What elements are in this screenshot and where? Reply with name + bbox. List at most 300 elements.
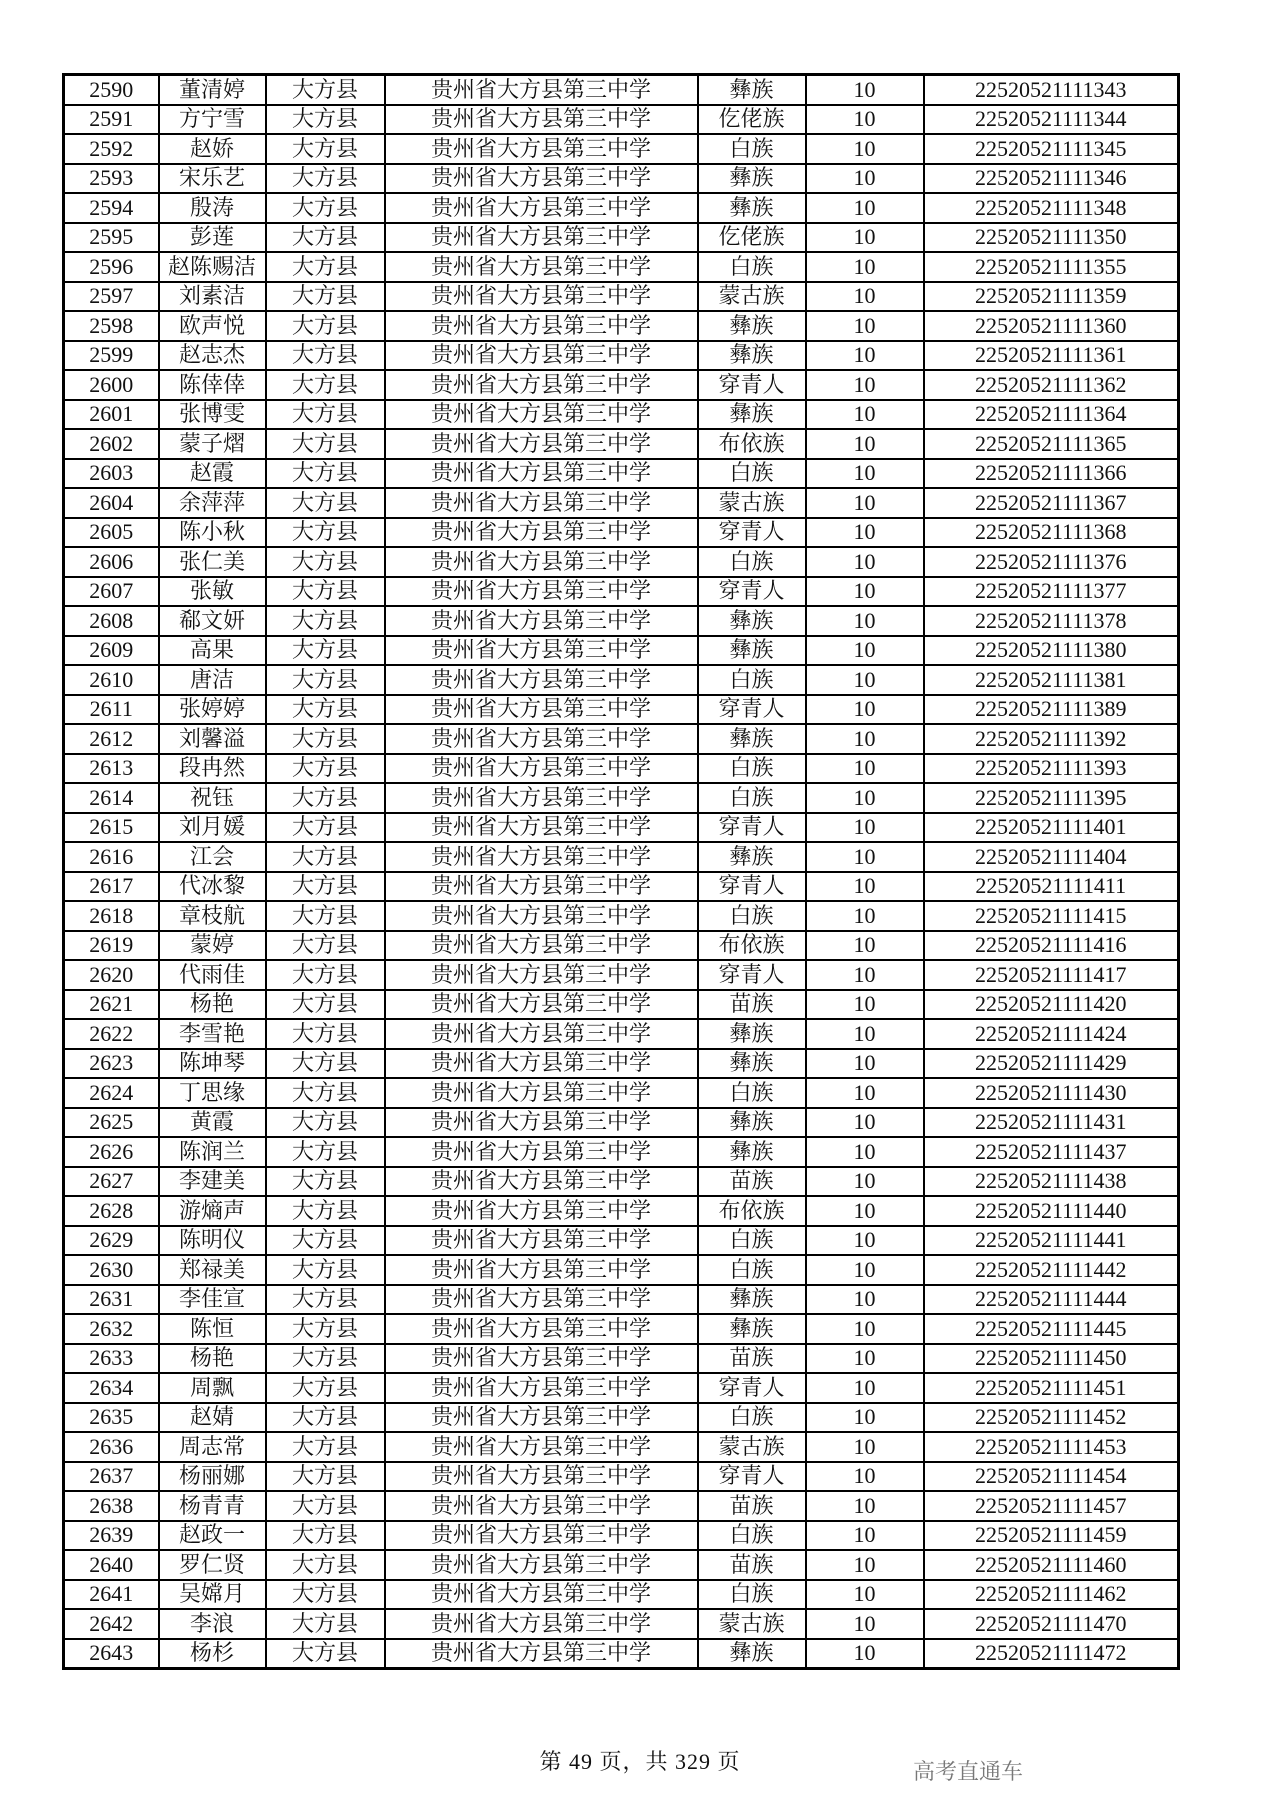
score-cell: 10 <box>806 990 924 1020</box>
table-row <box>64 400 1179 430</box>
student-name-cell: 唐洁 <box>159 665 266 695</box>
exam-id-cell: 22520521111360 <box>924 311 1179 341</box>
exam-id-cell: 22520521111457 <box>924 1491 1179 1521</box>
county-cell: 大方县 <box>266 1550 385 1580</box>
student-name-cell: 江会 <box>159 842 266 872</box>
exam-id-cell: 22520521111359 <box>924 282 1179 312</box>
score-cell: 10 <box>806 400 924 430</box>
table-row <box>64 754 1179 784</box>
county-cell: 大方县 <box>266 282 385 312</box>
exam-id-cell: 22520521111424 <box>924 1019 1179 1049</box>
table-row <box>64 518 1179 548</box>
ethnicity-cell: 彝族 <box>698 1314 806 1344</box>
student-name-cell: 董清婷 <box>159 75 266 105</box>
row-number-cell: 2609 <box>64 636 159 666</box>
student-name-cell: 赵志杰 <box>159 341 266 371</box>
exam-id-cell: 22520521111460 <box>924 1550 1179 1580</box>
student-name-cell: 方宁雪 <box>159 105 266 135</box>
ethnicity-cell: 白族 <box>698 665 806 695</box>
ethnicity-cell: 彝族 <box>698 1639 806 1669</box>
school-cell: 贵州省大方县第三中学 <box>385 1049 698 1079</box>
ethnicity-cell: 白族 <box>698 901 806 931</box>
row-number-cell: 2620 <box>64 960 159 990</box>
table-row <box>64 547 1179 577</box>
ethnicity-cell: 白族 <box>698 1255 806 1285</box>
row-number-cell: 2608 <box>64 606 159 636</box>
exam-id-cell: 22520521111470 <box>924 1609 1179 1639</box>
score-cell: 10 <box>806 842 924 872</box>
county-cell: 大方县 <box>266 901 385 931</box>
score-cell: 10 <box>806 1491 924 1521</box>
table-row <box>64 1639 1179 1669</box>
school-cell: 贵州省大方县第三中学 <box>385 724 698 754</box>
row-number-cell: 2635 <box>64 1403 159 1433</box>
row-number-cell: 2605 <box>64 518 159 548</box>
student-name-cell: 欧声悦 <box>159 311 266 341</box>
table-row <box>64 1314 1179 1344</box>
table-row <box>64 1550 1179 1580</box>
table-row <box>64 1491 1179 1521</box>
row-number-cell: 2627 <box>64 1167 159 1197</box>
student-name-cell: 黄霞 <box>159 1108 266 1138</box>
student-name-cell: 彭莲 <box>159 223 266 253</box>
score-cell: 10 <box>806 695 924 725</box>
county-cell: 大方县 <box>266 1167 385 1197</box>
county-cell: 大方县 <box>266 1521 385 1551</box>
ethnicity-cell: 布依族 <box>698 429 806 459</box>
row-number-cell: 2607 <box>64 577 159 607</box>
exam-id-cell: 22520521111361 <box>924 341 1179 371</box>
exam-id-cell: 22520521111366 <box>924 459 1179 489</box>
county-cell: 大方县 <box>266 1226 385 1256</box>
row-number-cell: 2639 <box>64 1521 159 1551</box>
ethnicity-cell: 白族 <box>698 1226 806 1256</box>
exam-id-cell: 22520521111348 <box>924 193 1179 223</box>
table-row <box>64 1049 1179 1079</box>
exam-id-cell: 22520521111378 <box>924 606 1179 636</box>
score-cell: 10 <box>806 1462 924 1492</box>
table-row <box>64 1108 1179 1138</box>
table-row <box>64 813 1179 843</box>
score-cell: 10 <box>806 783 924 813</box>
ethnicity-cell: 白族 <box>698 134 806 164</box>
exam-id-cell: 22520521111437 <box>924 1137 1179 1167</box>
table-row <box>64 636 1179 666</box>
score-cell: 10 <box>806 134 924 164</box>
ethnicity-cell: 穿青人 <box>698 872 806 902</box>
student-name-cell: 刘月媛 <box>159 813 266 843</box>
score-cell: 10 <box>806 1639 924 1669</box>
county-cell: 大方县 <box>266 1609 385 1639</box>
county-cell: 大方县 <box>266 990 385 1020</box>
ethnicity-cell: 苗族 <box>698 1167 806 1197</box>
student-name-cell: 蒙婷 <box>159 931 266 961</box>
exam-id-cell: 22520521111343 <box>924 75 1179 105</box>
exam-id-cell: 22520521111389 <box>924 695 1179 725</box>
student-name-cell: 吴嫦月 <box>159 1580 266 1610</box>
exam-id-cell: 22520521111472 <box>924 1639 1179 1669</box>
school-cell: 贵州省大方县第三中学 <box>385 1196 698 1226</box>
exam-id-cell: 22520521111380 <box>924 636 1179 666</box>
school-cell: 贵州省大方县第三中学 <box>385 341 698 371</box>
table-row <box>64 1521 1179 1551</box>
score-cell: 10 <box>806 606 924 636</box>
table-row <box>64 459 1179 489</box>
student-name-cell: 章枝航 <box>159 901 266 931</box>
county-cell: 大方县 <box>266 547 385 577</box>
student-name-cell: 刘馨溢 <box>159 724 266 754</box>
school-cell: 贵州省大方县第三中学 <box>385 1403 698 1433</box>
row-number-cell: 2624 <box>64 1078 159 1108</box>
score-cell: 10 <box>806 1137 924 1167</box>
student-name-cell: 周志常 <box>159 1432 266 1462</box>
school-cell: 贵州省大方县第三中学 <box>385 1314 698 1344</box>
school-cell: 贵州省大方县第三中学 <box>385 813 698 843</box>
row-number-cell: 2606 <box>64 547 159 577</box>
student-name-cell: 赵霞 <box>159 459 266 489</box>
county-cell: 大方县 <box>266 1373 385 1403</box>
student-name-cell: 郑禄美 <box>159 1255 266 1285</box>
row-number-cell: 2591 <box>64 105 159 135</box>
school-cell: 贵州省大方县第三中学 <box>385 429 698 459</box>
school-cell: 贵州省大方县第三中学 <box>385 1491 698 1521</box>
student-name-cell: 陈小秋 <box>159 518 266 548</box>
ethnicity-cell: 苗族 <box>698 1491 806 1521</box>
exam-id-cell: 22520521111453 <box>924 1432 1179 1462</box>
ethnicity-cell: 布依族 <box>698 1196 806 1226</box>
ethnicity-cell: 彝族 <box>698 1137 806 1167</box>
student-name-cell: 李佳宣 <box>159 1285 266 1315</box>
school-cell: 贵州省大方县第三中学 <box>385 606 698 636</box>
county-cell: 大方县 <box>266 1019 385 1049</box>
ethnicity-cell: 彝族 <box>698 400 806 430</box>
county-cell: 大方县 <box>266 223 385 253</box>
county-cell: 大方县 <box>266 164 385 194</box>
school-cell: 贵州省大方县第三中学 <box>385 223 698 253</box>
table-row <box>64 282 1179 312</box>
student-name-cell: 杨艳 <box>159 1344 266 1374</box>
score-cell: 10 <box>806 813 924 843</box>
student-name-cell: 陈恒 <box>159 1314 266 1344</box>
score-cell: 10 <box>806 1580 924 1610</box>
ethnicity-cell: 白族 <box>698 1521 806 1551</box>
table-row <box>64 960 1179 990</box>
county-cell: 大方县 <box>266 842 385 872</box>
exam-id-cell: 22520521111459 <box>924 1521 1179 1551</box>
score-cell: 10 <box>806 311 924 341</box>
county-cell: 大方县 <box>266 459 385 489</box>
county-cell: 大方县 <box>266 1403 385 1433</box>
school-cell: 贵州省大方县第三中学 <box>385 901 698 931</box>
ethnicity-cell: 白族 <box>698 754 806 784</box>
row-number-cell: 2593 <box>64 164 159 194</box>
table-row <box>64 1196 1179 1226</box>
school-cell: 贵州省大方县第三中学 <box>385 636 698 666</box>
score-cell: 10 <box>806 577 924 607</box>
row-number-cell: 2604 <box>64 488 159 518</box>
ethnicity-cell: 彝族 <box>698 341 806 371</box>
score-cell: 10 <box>806 1314 924 1344</box>
student-name-cell: 高果 <box>159 636 266 666</box>
row-number-cell: 2638 <box>64 1491 159 1521</box>
student-name-cell: 杨杉 <box>159 1639 266 1669</box>
score-cell: 10 <box>806 164 924 194</box>
student-name-cell: 陈倖倖 <box>159 370 266 400</box>
student-name-cell: 丁思缘 <box>159 1078 266 1108</box>
row-number-cell: 2618 <box>64 901 159 931</box>
score-cell: 10 <box>806 193 924 223</box>
score-cell: 10 <box>806 872 924 902</box>
row-number-cell: 2641 <box>64 1580 159 1610</box>
ethnicity-cell: 白族 <box>698 1403 806 1433</box>
row-number-cell: 2613 <box>64 754 159 784</box>
student-name-cell: 张仁美 <box>159 547 266 577</box>
ethnicity-cell: 彝族 <box>698 1285 806 1315</box>
row-number-cell: 2614 <box>64 783 159 813</box>
score-cell: 10 <box>806 1432 924 1462</box>
ethnicity-cell: 穿青人 <box>698 518 806 548</box>
school-cell: 贵州省大方县第三中学 <box>385 518 698 548</box>
ethnicity-cell: 穿青人 <box>698 813 806 843</box>
ethnicity-cell: 穿青人 <box>698 960 806 990</box>
row-number-cell: 2643 <box>64 1639 159 1669</box>
exam-id-cell: 22520521111381 <box>924 665 1179 695</box>
student-name-cell: 陈明仪 <box>159 1226 266 1256</box>
row-number-cell: 2636 <box>64 1432 159 1462</box>
school-cell: 贵州省大方县第三中学 <box>385 1108 698 1138</box>
school-cell: 贵州省大方县第三中学 <box>385 459 698 489</box>
student-name-cell: 刘素洁 <box>159 282 266 312</box>
school-cell: 贵州省大方县第三中学 <box>385 193 698 223</box>
exam-id-cell: 22520521111415 <box>924 901 1179 931</box>
county-cell: 大方县 <box>266 1137 385 1167</box>
student-name-cell: 蒙子熠 <box>159 429 266 459</box>
county-cell: 大方县 <box>266 606 385 636</box>
score-cell: 10 <box>806 341 924 371</box>
county-cell: 大方县 <box>266 1314 385 1344</box>
county-cell: 大方县 <box>266 724 385 754</box>
row-number-cell: 2622 <box>64 1019 159 1049</box>
exam-id-cell: 22520521111395 <box>924 783 1179 813</box>
row-number-cell: 2599 <box>64 341 159 371</box>
exam-id-cell: 22520521111392 <box>924 724 1179 754</box>
county-cell: 大方县 <box>266 783 385 813</box>
score-cell: 10 <box>806 1108 924 1138</box>
score-cell: 10 <box>806 1373 924 1403</box>
student-name-cell: 赵陈赐洁 <box>159 252 266 282</box>
score-cell: 10 <box>806 518 924 548</box>
student-name-cell: 李雪艳 <box>159 1019 266 1049</box>
county-cell: 大方县 <box>266 252 385 282</box>
score-cell: 10 <box>806 223 924 253</box>
ethnicity-cell: 蒙古族 <box>698 1432 806 1462</box>
exam-id-cell: 22520521111376 <box>924 547 1179 577</box>
score-cell: 10 <box>806 459 924 489</box>
ethnicity-cell: 穿青人 <box>698 695 806 725</box>
row-number-cell: 2633 <box>64 1344 159 1374</box>
row-number-cell: 2600 <box>64 370 159 400</box>
ethnicity-cell: 穿青人 <box>698 1462 806 1492</box>
ethnicity-cell: 白族 <box>698 783 806 813</box>
school-cell: 贵州省大方县第三中学 <box>385 990 698 1020</box>
county-cell: 大方县 <box>266 1255 385 1285</box>
score-cell: 10 <box>806 1019 924 1049</box>
exam-id-cell: 22520521111438 <box>924 1167 1179 1197</box>
score-cell: 10 <box>806 1049 924 1079</box>
student-name-cell: 祝钰 <box>159 783 266 813</box>
student-name-cell: 赵娇 <box>159 134 266 164</box>
school-cell: 贵州省大方县第三中学 <box>385 1078 698 1108</box>
county-cell: 大方县 <box>266 577 385 607</box>
score-cell: 10 <box>806 75 924 105</box>
row-number-cell: 2598 <box>64 311 159 341</box>
school-cell: 贵州省大方县第三中学 <box>385 1432 698 1462</box>
table-row <box>64 872 1179 902</box>
score-cell: 10 <box>806 282 924 312</box>
exam-id-cell: 22520521111445 <box>924 1314 1179 1344</box>
table-row <box>64 1167 1179 1197</box>
county-cell: 大方县 <box>266 813 385 843</box>
county-cell: 大方县 <box>266 1344 385 1374</box>
ethnicity-cell: 彝族 <box>698 1019 806 1049</box>
student-name-cell: 陈坤琴 <box>159 1049 266 1079</box>
school-cell: 贵州省大方县第三中学 <box>385 1521 698 1551</box>
exam-id-cell: 22520521111368 <box>924 518 1179 548</box>
school-cell: 贵州省大方县第三中学 <box>385 1226 698 1256</box>
school-cell: 贵州省大方县第三中学 <box>385 252 698 282</box>
table-row <box>64 1255 1179 1285</box>
school-cell: 贵州省大方县第三中学 <box>385 754 698 784</box>
ethnicity-cell: 苗族 <box>698 1344 806 1374</box>
score-cell: 10 <box>806 429 924 459</box>
row-number-cell: 2603 <box>64 459 159 489</box>
exam-id-cell: 22520521111430 <box>924 1078 1179 1108</box>
school-cell: 贵州省大方县第三中学 <box>385 960 698 990</box>
county-cell: 大方县 <box>266 488 385 518</box>
row-number-cell: 2642 <box>64 1609 159 1639</box>
school-cell: 贵州省大方县第三中学 <box>385 1167 698 1197</box>
score-cell: 10 <box>806 1521 924 1551</box>
exam-id-cell: 22520521111420 <box>924 990 1179 1020</box>
student-name-cell: 宋乐艺 <box>159 164 266 194</box>
row-number-cell: 2629 <box>64 1226 159 1256</box>
school-cell: 贵州省大方县第三中学 <box>385 282 698 312</box>
county-cell: 大方县 <box>266 193 385 223</box>
ethnicity-cell: 彝族 <box>698 724 806 754</box>
score-cell: 10 <box>806 370 924 400</box>
table-row <box>64 134 1179 164</box>
school-cell: 贵州省大方县第三中学 <box>385 134 698 164</box>
school-cell: 贵州省大方县第三中学 <box>385 1255 698 1285</box>
ethnicity-cell: 仡佬族 <box>698 105 806 135</box>
county-cell: 大方县 <box>266 1285 385 1315</box>
county-cell: 大方县 <box>266 695 385 725</box>
exam-id-cell: 22520521111344 <box>924 105 1179 135</box>
exam-id-cell: 22520521111442 <box>924 1255 1179 1285</box>
row-number-cell: 2637 <box>64 1462 159 1492</box>
ethnicity-cell: 彝族 <box>698 1049 806 1079</box>
exam-id-cell: 22520521111451 <box>924 1373 1179 1403</box>
ethnicity-cell: 白族 <box>698 1580 806 1610</box>
row-number-cell: 2612 <box>64 724 159 754</box>
row-number-cell: 2594 <box>64 193 159 223</box>
row-number-cell: 2617 <box>64 872 159 902</box>
score-cell: 10 <box>806 931 924 961</box>
score-cell: 10 <box>806 1167 924 1197</box>
school-cell: 贵州省大方县第三中学 <box>385 577 698 607</box>
ethnicity-cell: 穿青人 <box>698 577 806 607</box>
table-row <box>64 1609 1179 1639</box>
exam-id-cell: 22520521111441 <box>924 1226 1179 1256</box>
school-cell: 贵州省大方县第三中学 <box>385 783 698 813</box>
school-cell: 贵州省大方县第三中学 <box>385 400 698 430</box>
ethnicity-cell: 彝族 <box>698 311 806 341</box>
ethnicity-cell: 彝族 <box>698 193 806 223</box>
student-name-cell: 段冉然 <box>159 754 266 784</box>
score-cell: 10 <box>806 901 924 931</box>
ethnicity-cell: 彝族 <box>698 606 806 636</box>
student-name-cell: 杨艳 <box>159 990 266 1020</box>
school-cell: 贵州省大方县第三中学 <box>385 1639 698 1669</box>
exam-id-cell: 22520521111367 <box>924 488 1179 518</box>
table-row <box>64 488 1179 518</box>
table-row <box>64 311 1179 341</box>
row-number-cell: 2595 <box>64 223 159 253</box>
table-row <box>64 990 1179 1020</box>
score-cell: 10 <box>806 754 924 784</box>
exam-id-cell: 22520521111411 <box>924 872 1179 902</box>
score-cell: 10 <box>806 1078 924 1108</box>
ethnicity-cell: 穿青人 <box>698 370 806 400</box>
row-number-cell: 2611 <box>64 695 159 725</box>
exam-id-cell: 22520521111462 <box>924 1580 1179 1610</box>
row-number-cell: 2602 <box>64 429 159 459</box>
school-cell: 贵州省大方县第三中学 <box>385 488 698 518</box>
student-name-cell: 张敏 <box>159 577 266 607</box>
table-row <box>64 1226 1179 1256</box>
county-cell: 大方县 <box>266 75 385 105</box>
student-name-cell: 赵婧 <box>159 1403 266 1433</box>
score-cell: 10 <box>806 488 924 518</box>
table-row <box>64 429 1179 459</box>
ethnicity-cell: 白族 <box>698 1078 806 1108</box>
table-row <box>64 1580 1179 1610</box>
table-row <box>64 1078 1179 1108</box>
exam-id-cell: 22520521111346 <box>924 164 1179 194</box>
ethnicity-cell: 苗族 <box>698 1550 806 1580</box>
exam-id-cell: 22520521111377 <box>924 577 1179 607</box>
school-cell: 贵州省大方县第三中学 <box>385 1373 698 1403</box>
county-cell: 大方县 <box>266 872 385 902</box>
county-cell: 大方县 <box>266 1580 385 1610</box>
row-number-cell: 2621 <box>64 990 159 1020</box>
exam-id-cell: 22520521111440 <box>924 1196 1179 1226</box>
page-footer: 第 49 页，共 329 页 <box>539 1749 741 1774</box>
school-cell: 贵州省大方县第三中学 <box>385 1580 698 1610</box>
table-row <box>64 1373 1179 1403</box>
exam-id-cell: 22520521111355 <box>924 252 1179 282</box>
school-cell: 贵州省大方县第三中学 <box>385 1550 698 1580</box>
school-cell: 贵州省大方县第三中学 <box>385 1137 698 1167</box>
table-row <box>64 370 1179 400</box>
table-row <box>64 931 1179 961</box>
ethnicity-cell: 苗族 <box>698 990 806 1020</box>
score-cell: 10 <box>806 665 924 695</box>
school-cell: 贵州省大方县第三中学 <box>385 872 698 902</box>
ethnicity-cell: 仡佬族 <box>698 223 806 253</box>
exam-id-cell: 22520521111450 <box>924 1344 1179 1374</box>
table-row <box>64 1285 1179 1315</box>
